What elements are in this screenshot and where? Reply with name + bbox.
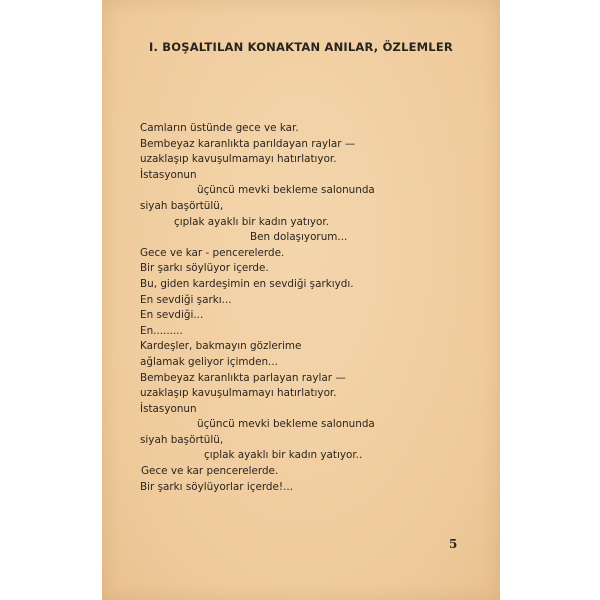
poem-line: siyah başörtülü, <box>140 199 224 212</box>
poem-line: Camların üstünde gece ve kar. <box>140 122 299 134</box>
poem <box>140 121 375 495</box>
poem-line: üçüncü mevki bekleme salonunda <box>197 418 375 431</box>
poem-line: Gece ve kar pencerelerde. <box>141 465 279 478</box>
poem-line: Kardeşler, bakmayın gözlerime <box>140 340 302 353</box>
poem-line: En......... <box>140 324 183 337</box>
poem-line: Gece ve kar - pencerelerde. <box>140 246 285 259</box>
poem-line: Bir şarkı söylüyorlar içerde!... <box>140 480 293 493</box>
poem-line: Bu, giden kardeşimin en sevdiği şarkıydı. <box>140 277 354 290</box>
poem-line: ağlamak geliyor içimden... <box>140 355 278 368</box>
poem-line: Bir şarkı söylüyor içerde. <box>140 262 269 275</box>
poem-line: Bembeyaz karanlıkta parlayan raylar — <box>140 371 346 384</box>
poem-line: En sevdiği... <box>140 309 204 322</box>
poem-line: uzaklaşıp kavuşulmamayı hatırlatıyor. <box>140 387 337 400</box>
page-number: 5 <box>449 537 458 551</box>
poem-line: İstasyonun <box>140 168 197 181</box>
chapter-heading: I. BOŞALTILAN KONAKTAN ANILAR, ÖZLEMLER <box>149 40 453 54</box>
poem-line: uzaklaşıp kavuşulmamayı hatırlatıyor. <box>140 153 337 166</box>
book-page <box>102 0 500 600</box>
poem-line: çıplak ayaklı bir kadın yatıyor.. <box>204 449 363 462</box>
poem-line: Bembeyaz karanlıkta parıldayan raylar — <box>140 137 356 150</box>
poem-line: siyah başörtülü, <box>140 433 224 446</box>
poem-line: Ben dolaşıyorum... <box>250 231 348 244</box>
poem-line: çıplak ayaklı bir kadın yatıyor. <box>174 215 329 228</box>
poem-line: En sevdiği şarkı... <box>140 293 232 306</box>
poem-line: İstasyonun <box>140 402 197 415</box>
poem-line: üçüncü mevki bekleme salonunda <box>197 184 375 197</box>
